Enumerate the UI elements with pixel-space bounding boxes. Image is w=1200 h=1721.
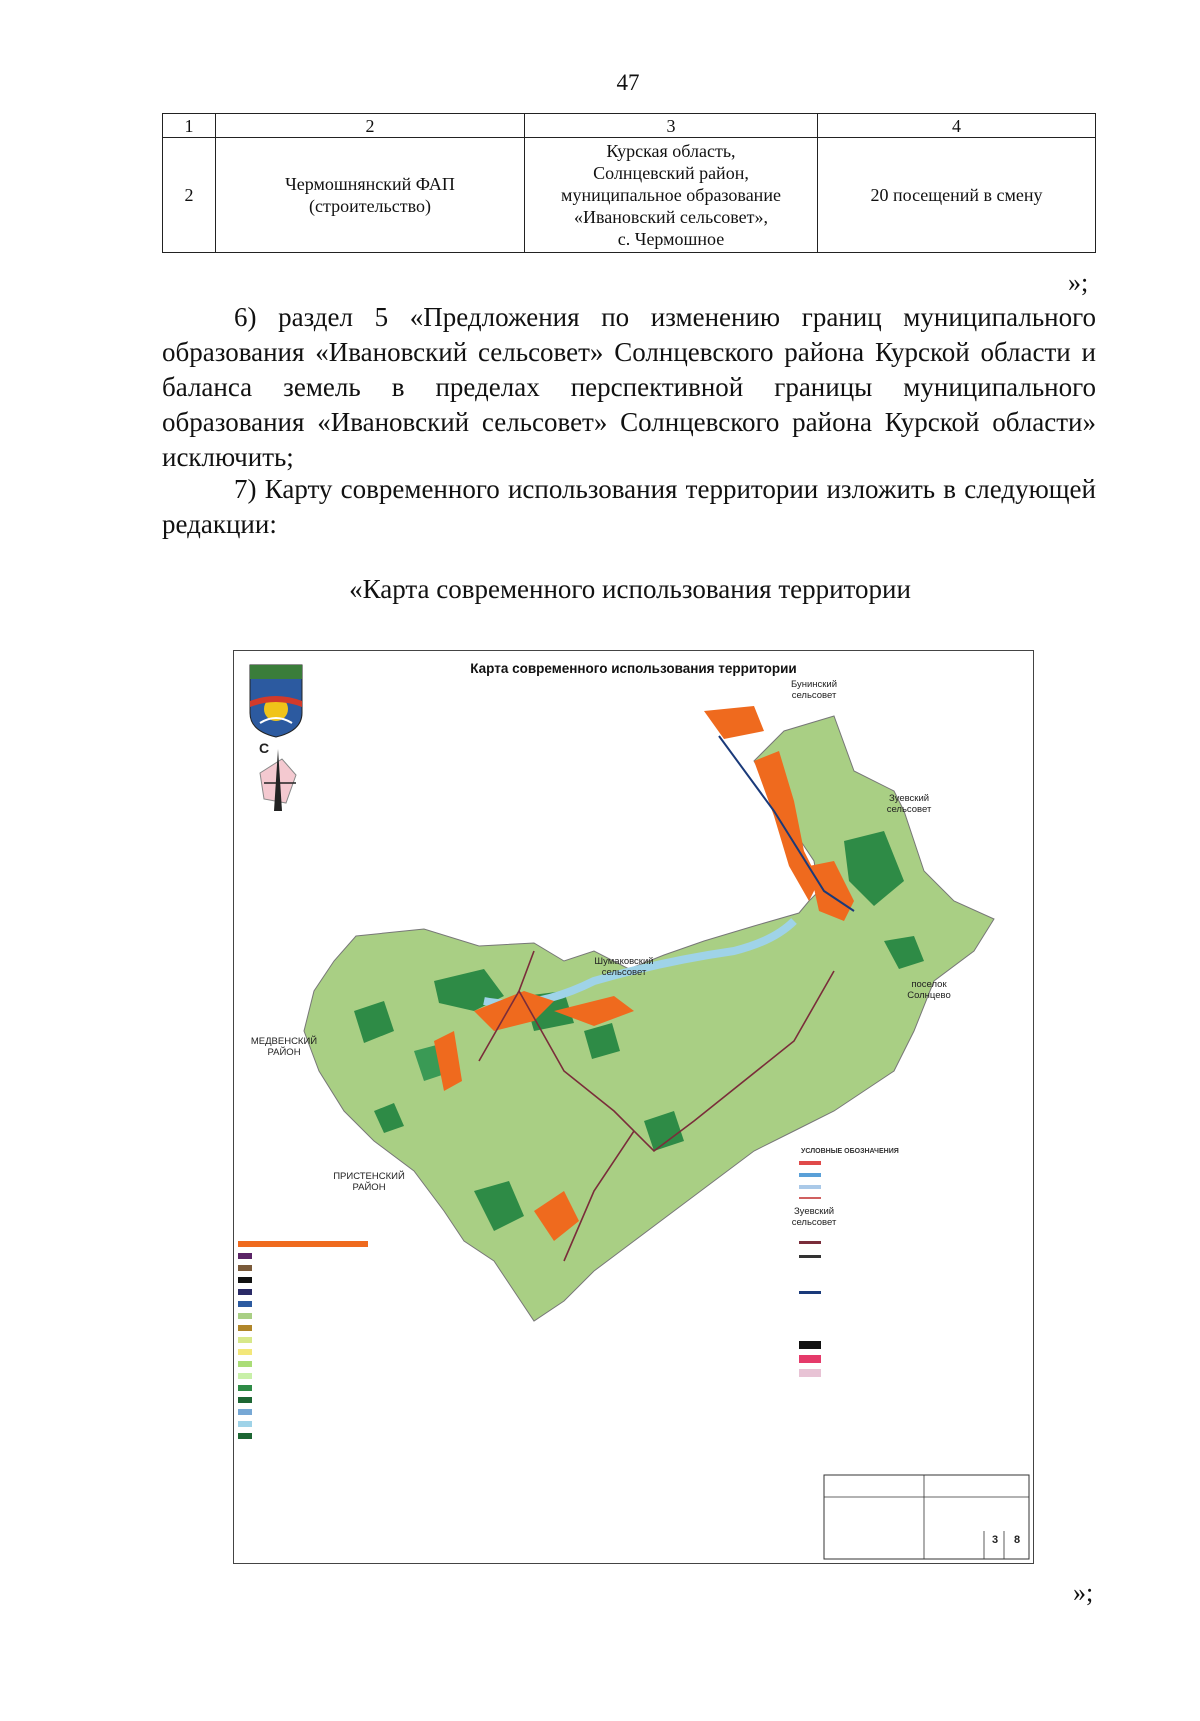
label-zuevsky: Зуевский сельсовет (886, 793, 932, 815)
north-arrow-icon (260, 749, 296, 811)
label-solntsevo: поселок Солнцево (907, 979, 951, 1001)
facility-name-cell: Чермошнянский ФАП (строительство) (216, 138, 525, 253)
paragraph-6-text: 6) раздел 5 «Предложения по изменению границ муниципального образования «Ивановский сельсовет» Солнцевского района Курской области и баланса земель в пределах перспективной границы муниципального образования «Ивановский сельсовет» Солнцевского района Курской области» исключить; (162, 302, 1096, 472)
sheet-number: 3 (991, 1534, 999, 1546)
location-cell: Курская область, Солнцевский район, муниципальное образование «Ивановский сельсовет», с. Чермошное (525, 138, 818, 253)
paragraph-7 (162, 472, 1096, 542)
header-cell: 2 (216, 114, 525, 138)
label-medvensky: МЕДВЕНСКИЙ РАЙОН (250, 1036, 318, 1058)
map-title: Карта современного использования территории (470, 661, 797, 676)
legend-block-left (238, 1241, 368, 1439)
paragraph-7-text: 7) Карту современного использования территории изложить в следующей редакции: (162, 474, 1096, 539)
closing-quote: »; (1068, 268, 1089, 297)
title-block (824, 1475, 1029, 1559)
label-shumakovsky: Шумаковский сельсовет (594, 956, 654, 978)
page-number: 47 (616, 70, 640, 95)
legend-block-right (794, 1141, 1024, 1431)
label-zuevsky-2: Зуевский сельсовет (791, 1206, 837, 1228)
table-header-row (163, 114, 1096, 138)
label-pristensky: ПРИСТЕНСКИЙ РАЙОН (333, 1171, 405, 1193)
facility-table (162, 113, 1096, 253)
capacity-cell: 20 посещений в смену (818, 138, 1096, 253)
settlement-strip (704, 706, 764, 739)
legend-heading: УСЛОВНЫЕ ОБОЗНАЧЕНИЯ (801, 1148, 899, 1155)
header-cell: 3 (525, 114, 818, 138)
table-row (163, 138, 1096, 253)
territory-map (233, 650, 1034, 1564)
paragraph-6 (162, 300, 1096, 475)
map-drawing (234, 651, 1033, 1563)
row-number-cell: 2 (163, 138, 216, 253)
compass-letter: С (258, 740, 270, 756)
header-cell: 1 (163, 114, 216, 138)
closing-quote-2: »; (1073, 1578, 1094, 1607)
sheets-total: 8 (1013, 1534, 1021, 1546)
map-caption: «Карта современного использования территории (349, 574, 911, 604)
label-buninsky: Бунинский сельсовет (790, 679, 838, 701)
header-cell: 4 (818, 114, 1096, 138)
